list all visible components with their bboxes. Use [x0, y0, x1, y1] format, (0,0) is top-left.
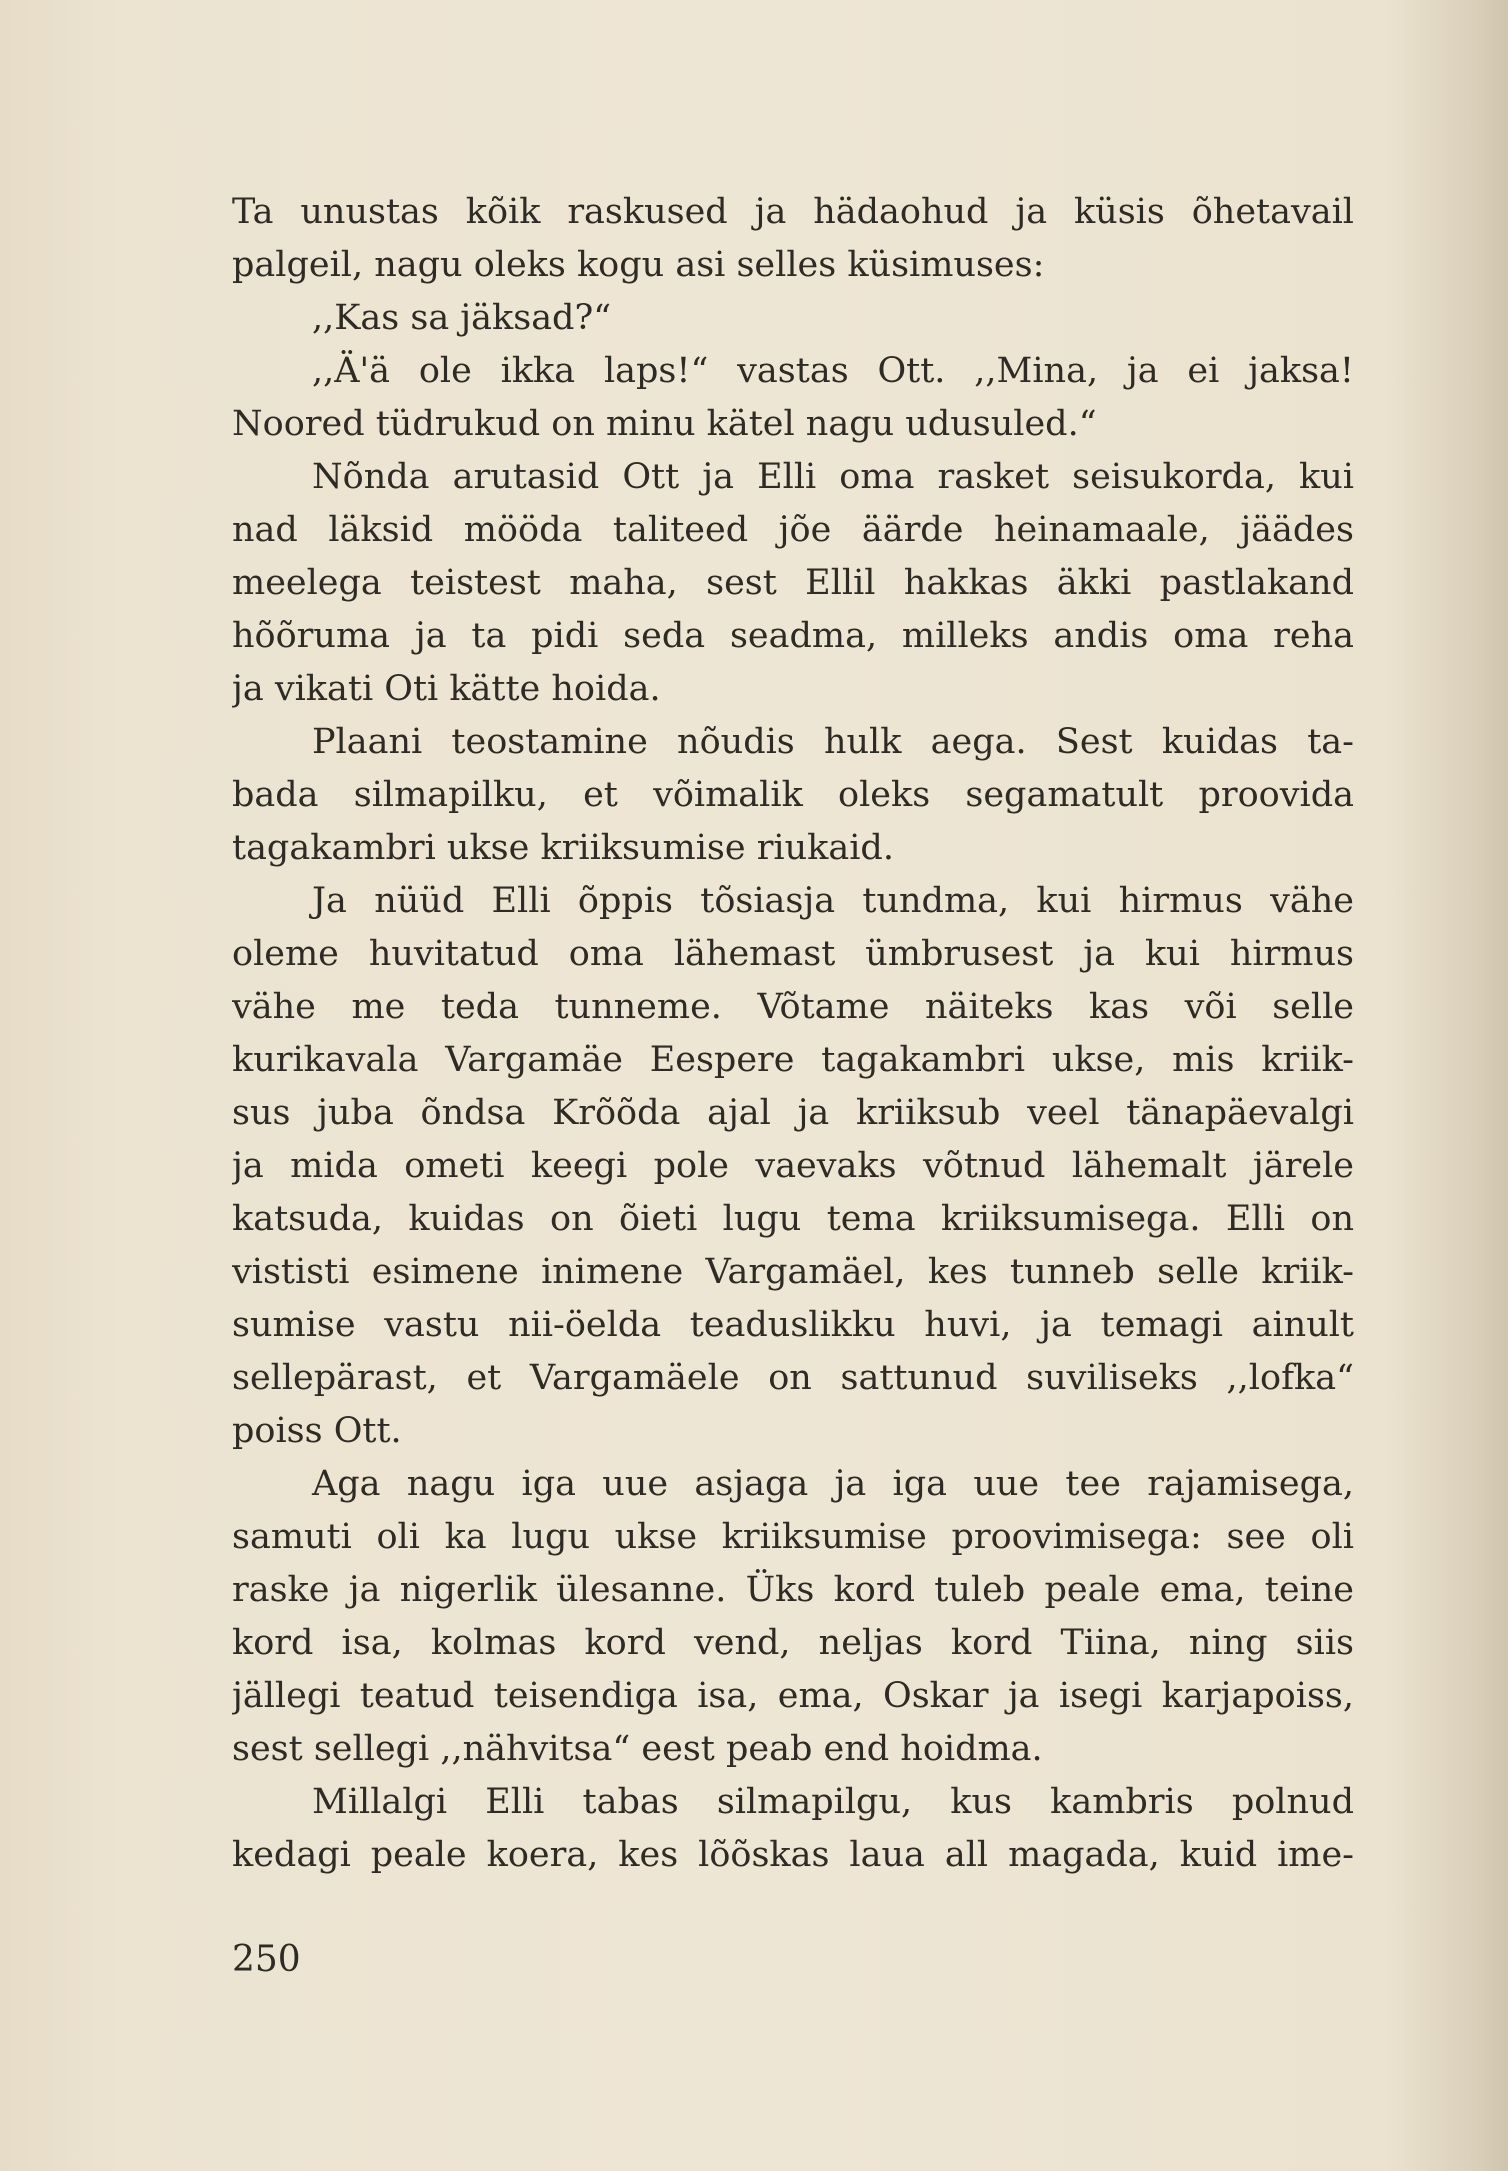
text-line: jällegi teatud teisendiga isa, ema, Oskar ja isegi karjapoiss,	[232, 1676, 1354, 1716]
text-line: sellepärast, et Vargamäele on sattunud suviliseks ,,lofka“	[232, 1358, 1354, 1398]
text-line: raske ja nigerlik ülesanne. Üks kord tuleb peale ema, teine	[232, 1570, 1354, 1610]
text-line: hõõruma ja ta pidi seda seadma, milleks andis oma reha	[232, 616, 1354, 656]
text-line: Aga nagu iga uue asjaga ja iga uue tee rajamisega,	[312, 1464, 1354, 1504]
text-line: Plaani teostamine nõudis hulk aega. Sest kuidas ta-	[312, 722, 1354, 762]
text-line: poiss Ott.	[232, 1411, 402, 1451]
page-number: 250	[232, 1939, 301, 1980]
text-line: katsuda, kuidas on õieti lugu tema kriiksumisega. Elli on	[232, 1199, 1354, 1239]
text-line: Millalgi Elli tabas silmapilgu, kus kambris polnud	[312, 1782, 1354, 1822]
text-line: Nõnda arutasid Ott ja Elli oma rasket seisukorda, kui	[312, 457, 1354, 497]
text-line: meelega teistest maha, sest Ellil hakkas äkki pastlakand	[232, 563, 1354, 603]
text-line: bada silmapilku, et võimalik oleks segamatult proovida	[232, 775, 1354, 815]
text-line: sus juba õndsa Krõõda ajal ja kriiksub veel tänapäevalgi	[232, 1093, 1354, 1133]
text-line: sest sellegi ,,nähvitsa“ eest peab end hoidma.	[232, 1729, 1043, 1769]
text-line: nad läksid mööda taliteed jõe äärde heinamaale, jäädes	[232, 510, 1354, 550]
text-line: samuti oli ka lugu ukse kriiksumise proovimisega: see oli	[232, 1517, 1354, 1557]
text-line: ja vikati Oti kätte hoida.	[232, 669, 661, 709]
text-line: tagakambri ukse kriiksumise riukaid.	[232, 828, 894, 868]
text-line: ,,Ä'ä ole ikka laps!“ vastas Ott. ,,Mina, ja ei jaksa!	[312, 351, 1354, 391]
text-line: ,,Kas sa jäksad?“	[312, 298, 612, 338]
text-line: Noored tüdrukud on minu kätel nagu udusuled.“	[232, 404, 1097, 444]
text-line: vististi esimene inimene Vargamäel, kes tunneb selle kriik-	[232, 1252, 1354, 1292]
text-line: ja mida ometi keegi pole vaevaks võtnud lähemalt järele	[232, 1146, 1354, 1186]
text-line: kurikavala Vargamäe Eespere tagakambri ukse, mis kriik-	[232, 1040, 1354, 1080]
text-line: palgeil, nagu oleks kogu asi selles küsimuses:	[232, 245, 1045, 285]
text-line: kord isa, kolmas kord vend, neljas kord Tiina, ning siis	[232, 1623, 1354, 1663]
body-text	[232, 186, 1354, 1882]
text-line: Ja nüüd Elli õppis tõsiasja tundma, kui hirmus vähe	[312, 881, 1354, 921]
text-line: vähe me teda tunneme. Võtame näiteks kas või selle	[232, 987, 1354, 1027]
text-line: kedagi peale koera, kes lõõskas laua all magada, kuid ime-	[232, 1835, 1354, 1875]
text-line: Ta unustas kõik raskused ja hädaohud ja küsis õhetavail	[232, 192, 1354, 232]
text-line: sumise vastu nii-öelda teaduslikku huvi, ja temagi ainult	[232, 1305, 1354, 1345]
text-line: oleme huvitatud oma lähemast ümbrusest ja kui hirmus	[232, 934, 1354, 974]
